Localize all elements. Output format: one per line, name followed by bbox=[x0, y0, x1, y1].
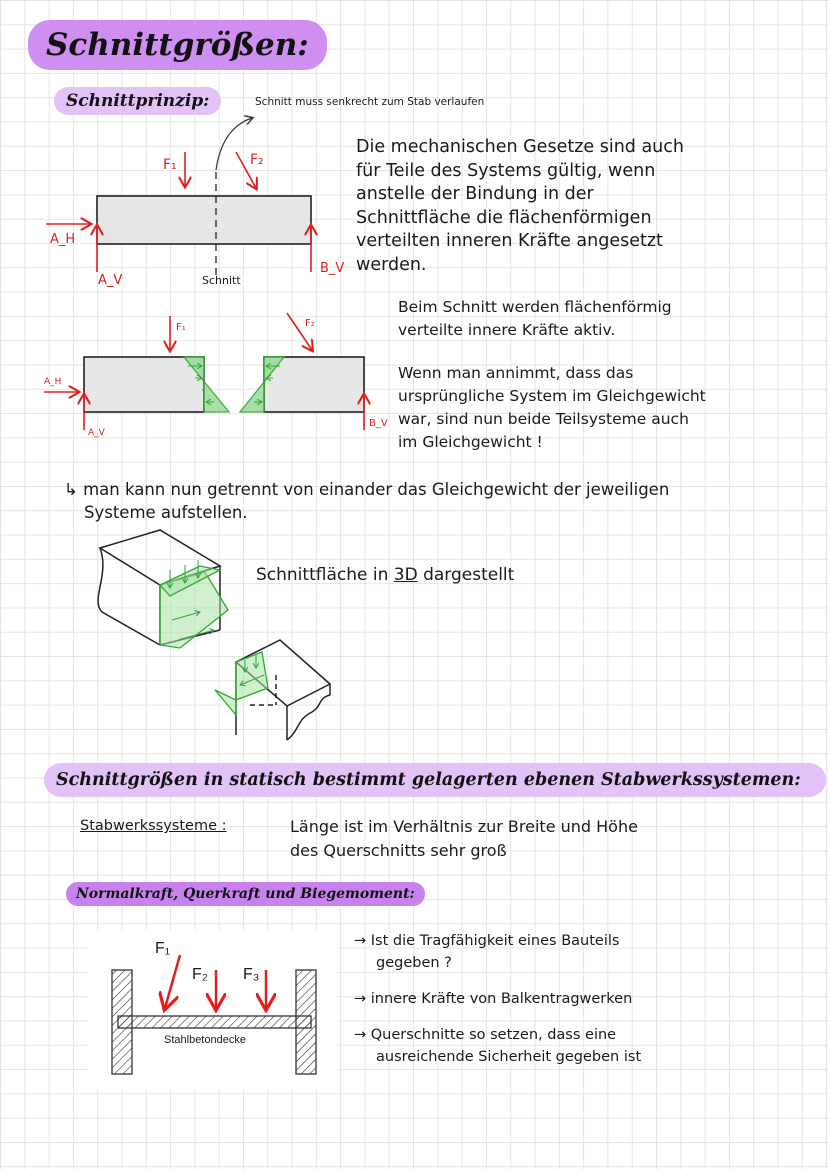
section-heading-schnittprinzip: Schnittprinzip: bbox=[54, 87, 221, 115]
cut-note: Schnitt muss senkrecht zum Stab verlaufen bbox=[255, 96, 485, 108]
label-f1-2: F₁ bbox=[176, 322, 186, 333]
label-av: A_V bbox=[98, 273, 123, 288]
bullet-item: → innere Kräfte von Balkentragwerken bbox=[354, 991, 633, 1007]
arrow-right-icon: → bbox=[354, 1027, 367, 1043]
slab-figure bbox=[88, 930, 338, 1090]
bullet-item: → Querschnitte so setzen, dass eine ausreichende Sicherheit gegeben ist bbox=[354, 1027, 642, 1065]
definition: Länge ist im Verhältnis zur Breite und Höhe des Querschnitts sehr groß bbox=[290, 817, 638, 860]
right-part-rect bbox=[264, 357, 364, 412]
label-ah: A_H bbox=[50, 232, 76, 247]
label-3d: Schnittfläche in 3D dargestellt bbox=[256, 565, 515, 585]
diagram-split-beam bbox=[44, 313, 364, 430]
conclusion: ↳ man kann nun getrennt von einander das Gleichgewicht der jeweiligen Systeme aufstellen. bbox=[64, 480, 670, 522]
label-av-2: A_V bbox=[88, 428, 105, 438]
beam-rect bbox=[97, 196, 311, 244]
page-title: Schnittgrößen: bbox=[28, 20, 327, 70]
paragraph-1: Die mechanischen Gesetze sind auch für Teile des Systems gültig, wenn anstelle der Bindung in der Schnittfläche die flächenförmigen verteilten inneren Kräfte angesetzt werden. bbox=[356, 137, 684, 275]
bullet-item: → Ist die Tragfähigkeit eines Bauteils gegeben ? bbox=[354, 933, 620, 971]
section-heading-schnittgroessen-typen: Normalkraft, Querkraft und Biegemoment: bbox=[66, 882, 425, 906]
conclusion-arrow-icon: ↳ bbox=[64, 480, 78, 499]
label-ah-2: A_H bbox=[44, 377, 62, 387]
diagram-full-beam bbox=[46, 118, 311, 275]
paragraph-2: Beim Schnitt werden flächenförmig verteilte innere Kräfte aktiv. bbox=[398, 298, 672, 339]
slab-label-f2: F₂ bbox=[192, 966, 208, 983]
label-bv: B_V bbox=[320, 261, 345, 276]
arrow-right-icon: → bbox=[354, 991, 367, 1007]
diagram-3d-section bbox=[98, 530, 330, 740]
label-f2: F₂ bbox=[250, 152, 264, 168]
label-f2-2: F₂ bbox=[305, 318, 315, 329]
slab-label-f3: F₃ bbox=[243, 966, 260, 983]
slab-label: Stahlbetondecke bbox=[164, 1034, 246, 1046]
paragraph-3: Wenn man annimmt, dass das ursprüngliche System im Gleichgewicht war, sind nun beide Teilsysteme auch im Gleichgewicht ! bbox=[398, 364, 706, 451]
term-stabwerkssysteme: Stabwerkssysteme : bbox=[80, 818, 227, 834]
cut-pointer-arrow bbox=[216, 118, 252, 170]
slab-label-f1: F₁ bbox=[155, 940, 171, 957]
label-schnitt: Schnitt bbox=[202, 274, 241, 287]
left-part-rect bbox=[84, 357, 204, 412]
stress-3d bbox=[160, 566, 268, 715]
bullet-list bbox=[354, 930, 774, 1068]
label-bv-2: B_V bbox=[369, 418, 388, 429]
slab bbox=[118, 1016, 311, 1028]
arrow-right-icon: → bbox=[354, 933, 367, 949]
label-f1: F₁ bbox=[163, 157, 177, 173]
section-heading-stabwerk: Schnittgrößen in statisch bestimmt gelagerten ebenen Stabwerkssystemen: bbox=[44, 763, 826, 797]
